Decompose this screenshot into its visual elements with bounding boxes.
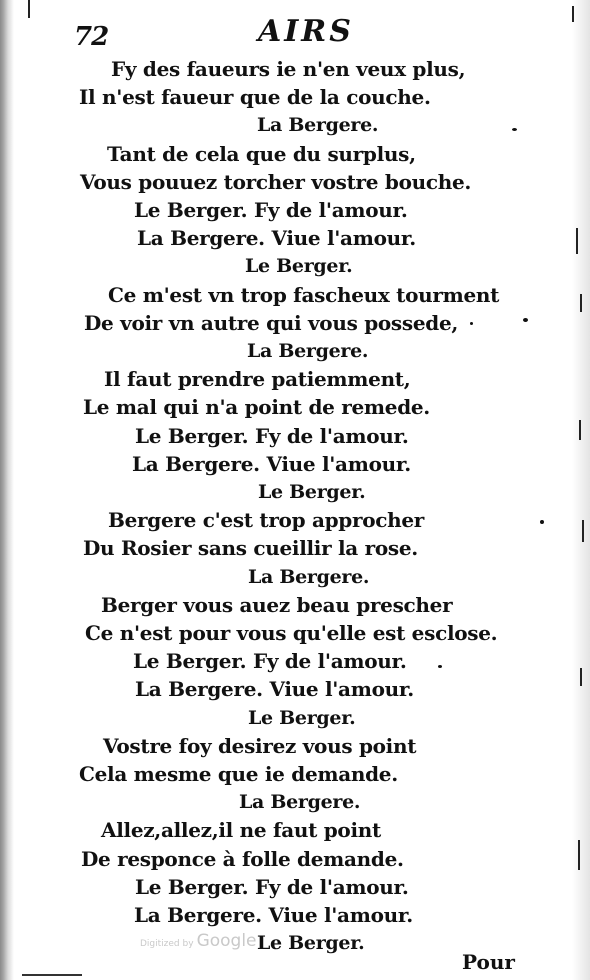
- ink-speck: [438, 665, 442, 668]
- ink-speck: [512, 128, 517, 131]
- ink-speck: [540, 520, 544, 524]
- verse-line: Il faut prendre patiemment,: [104, 367, 411, 392]
- scan-left-edge: [0, 0, 14, 980]
- page-number: 72: [74, 22, 109, 52]
- verse-line: Du Rosier sans cueillir la rose.: [83, 536, 418, 561]
- verse-line: Tant de cela que du surplus,: [107, 141, 416, 166]
- verse-line: Vous pouuez torcher vostre bouche.: [80, 169, 472, 194]
- verse-line: De responce à folle demande.: [81, 846, 404, 871]
- speaker-label: La Bergere.: [239, 791, 361, 814]
- verse-line: Il n'est faueur que de la couche.: [79, 85, 431, 110]
- margin-mark: [576, 228, 578, 254]
- margin-mark: [582, 520, 584, 542]
- page-header: [0, 10, 590, 54]
- catchword: Pour: [462, 950, 515, 974]
- speaker-label: Le Berger.: [245, 255, 353, 278]
- verse-line: Allez,allez,il ne faut point: [101, 818, 381, 843]
- verse-line: La Bergere. Viue l'amour.: [134, 903, 413, 927]
- margin-mark: [580, 668, 582, 686]
- scan-right-edge: [572, 0, 590, 980]
- digitization-watermark: [140, 928, 260, 954]
- verse-line: Le Berger. Fy de l'amour.: [133, 649, 407, 674]
- verse-line: La Bergere. Viue l'amour.: [135, 677, 414, 702]
- ink-speck: [523, 318, 528, 322]
- margin-mark: [580, 294, 582, 312]
- margin-mark: [578, 840, 580, 870]
- verse-line: Cela mesme que ie demande.: [79, 762, 398, 786]
- verse-line: Berger vous auez beau prescher: [101, 592, 453, 617]
- verse-line: La Bergere. Viue l'amour.: [132, 451, 411, 476]
- ink-speck: [470, 322, 473, 325]
- verse-line: Le mal qui n'a point de remede.: [83, 395, 430, 420]
- watermark-prefix: Digitized by: [140, 939, 194, 949]
- verse-line: Bergere c'est trop approcher: [108, 508, 425, 533]
- verse-line: Le Berger. Fy de l'amour.: [135, 874, 409, 899]
- verse-line: De voir vn autre qui vous possede,: [84, 310, 459, 335]
- verse-line: Le Berger. Fy de l'amour.: [135, 423, 409, 448]
- watermark-logo: Google: [196, 931, 257, 951]
- speaker-label: La Bergere.: [247, 340, 369, 362]
- speaker-label: La Bergere.: [257, 114, 379, 137]
- speaker-label: Le Berger.: [257, 932, 365, 955]
- margin-mark: [579, 420, 581, 440]
- verse-line: Ce m'est vn trop fascheux tourment: [108, 282, 500, 307]
- footer-rule: [22, 974, 82, 976]
- speaker-label: La Bergere.: [248, 565, 370, 588]
- verse-line: Le Berger. Fy de l'amour.: [134, 198, 408, 222]
- verse-line: Ce n'est pour vous qu'elle est esclose.: [85, 621, 498, 645]
- verse-line: Vostre foy desirez vous point: [103, 733, 417, 758]
- speaker-label: Le Berger.: [248, 706, 356, 729]
- speaker-label: Le Berger.: [258, 481, 366, 503]
- running-title: AIRS: [258, 14, 354, 49]
- verse-line: Fy des faueurs ie n'en veux plus,: [111, 57, 466, 81]
- verse-line: La Bergere. Viue l'amour.: [137, 226, 416, 251]
